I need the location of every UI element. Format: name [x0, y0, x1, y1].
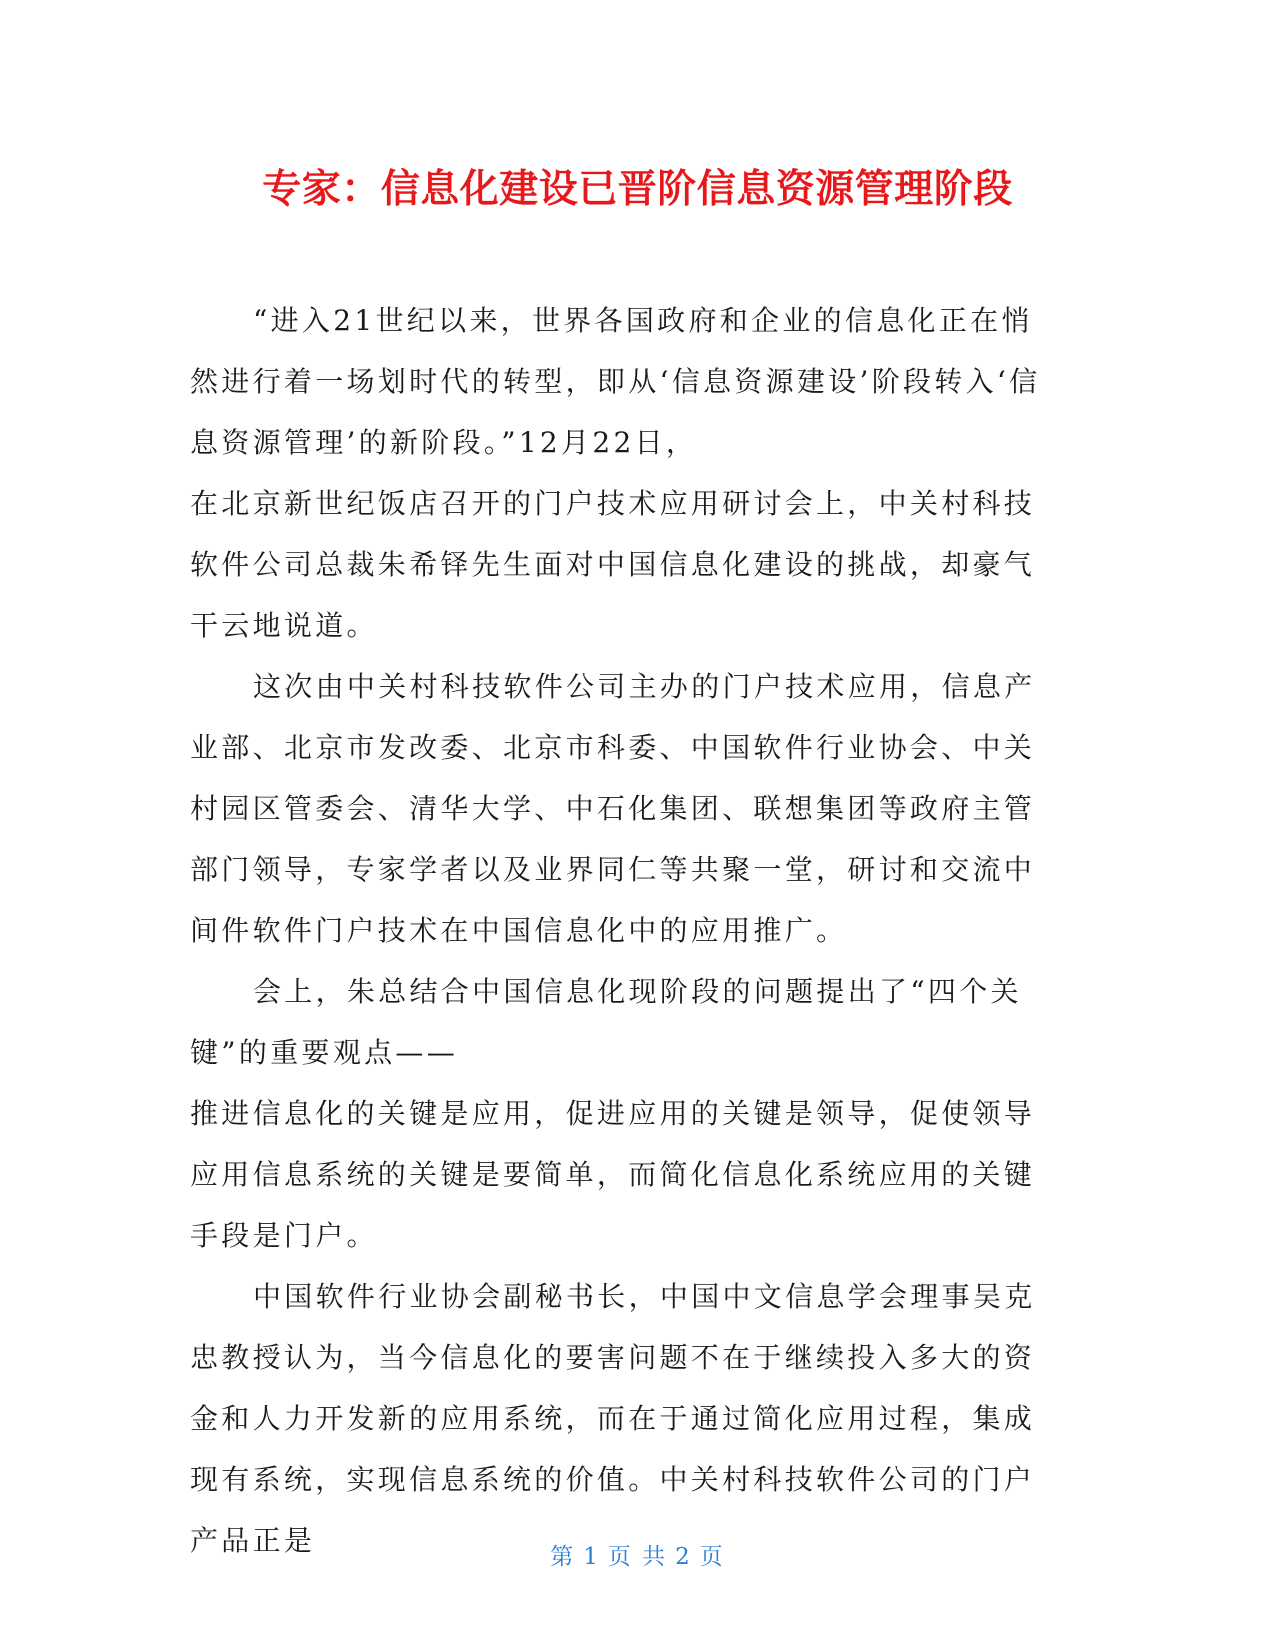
document-body: [190, 290, 1060, 1571]
current-page-number: 1: [583, 1544, 600, 1570]
footer-middle: 页 共: [607, 1544, 668, 1570]
paragraph: 中国软件行业协会副秘书长，中国中文信息学会理事吴克忠教授认为，当今信息化的要害问题不在于继续投入多大的资金和人力开发新的应用系统，而在于通过简化应用过程，集成现有系统，实现信息系统的价值。中关村科技软件公司的门户产品正是: [190, 1280, 1036, 1557]
paragraph: “进入21世纪以来，世界各国政府和企业的信息化正在悄然进行着一场划时代的转型，即从‘信息资源建设’阶段转入‘信息资源管理’的新阶段。”12月22日，: [190, 304, 1041, 459]
paragraph: 这次由中关村科技软件公司主办的门户技术应用，信息产业部、北京市发改委、北京市科委、中国软件行业协会、中关村园区管委会、清华大学、中石化集团、联想集团等政府主管部门领导，专家学者以及业界同仁等共聚一堂，研讨和交流中间件软件门户技术在中国信息化中的应用推广。: [190, 670, 1036, 947]
footer-suffix: 页: [699, 1544, 725, 1570]
document-title: 专家：信息化建设已晋阶信息资源管理阶段: [262, 167, 1013, 212]
paragraph: 会上，朱总结合中国信息化现阶段的问题提出了“四个关键”的重要观点——: [190, 975, 1022, 1069]
paragraph: 在北京新世纪饭店召开的门户技术应用研讨会上，中关村科技软件公司总裁朱希铎先生面对中国信息化建设的挑战，却豪气干云地说道。: [190, 487, 1036, 642]
footer-prefix: 第: [550, 1544, 576, 1570]
paragraph: 推进信息化的关键是应用，促进应用的关键是领导，促使领导应用信息系统的关键是要简单，而简化信息化系统应用的关键手段是门户。: [190, 1097, 1036, 1252]
total-pages-number: 2: [675, 1544, 692, 1570]
page-footer: [0, 1542, 1275, 1572]
